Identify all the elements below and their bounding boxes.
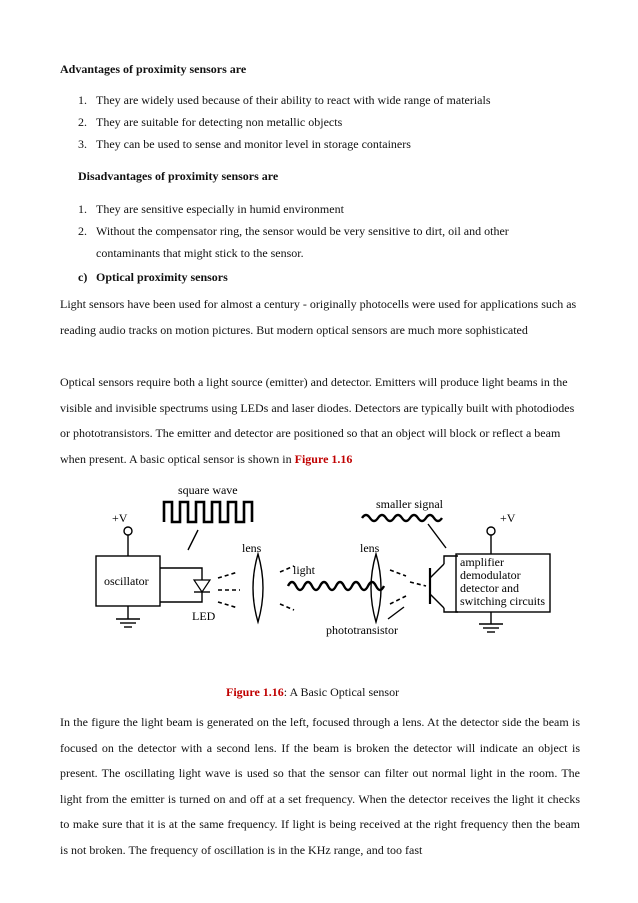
section-marker: c) <box>78 270 88 284</box>
ground-symbol-left <box>116 619 140 627</box>
vplus-left-label: +V <box>112 511 128 525</box>
ground-symbol-right <box>479 624 503 632</box>
light-wave <box>288 582 384 590</box>
vplus-terminal-left <box>124 527 132 535</box>
paragraph-3: In the figure the light beam is generated on the left, focused through a lens. At the detector side the beam is focused on the detector with a second lens. If the beam is broken the detector will indicate an object is present. The oscillating light wave is used so that the sensor can filter out normal light in the room. The light from the emitter is turned on and off at a set frequency. When the detector receives the light it checks to make sure that it is at the same frequency. If light is being received at the right frequency then the beam is not broken. The frequency of oscillation is in the KHz range, and too fast <box>60 715 580 857</box>
advantages-heading: Advantages of proximity sensors are <box>60 62 247 76</box>
section-title: Optical proximity sensors <box>96 270 228 284</box>
oscillator-label: oscillator <box>104 574 149 588</box>
paragraph-1: Light sensors have been used for almost a century - originally photocells were used for applications such as reading audio tracks on motion pictures. But modern optical sensors are much more sophisticated <box>60 297 577 337</box>
figure-reference: Figure 1.16 <box>294 451 353 466</box>
list-number: 1. <box>78 93 87 107</box>
list-item: They are sensitive especially in humid environment <box>96 202 344 216</box>
paragraph-2 <box>60 370 580 472</box>
optical-sensor-diagram <box>88 474 568 644</box>
disadvantages-heading: Disadvantages of proximity sensors are <box>78 169 279 183</box>
lens-left-label: lens <box>242 541 262 555</box>
list-item: They are widely used because of their ability to react with wide range of materials <box>96 93 491 107</box>
list-number: 1. <box>78 202 87 216</box>
amplifier-label-line: demodulator <box>460 568 521 582</box>
amplifier-label-line: detector and <box>460 581 519 595</box>
paragraph-2-text: Optical sensors require both a light source (emitter) and detector. Emitters will produce light beams in the visible and invisible spectrums using LEDs and laser diodes. Detectors are typically built with photodiodes or phototransistors. The emitter and detector are positioned so that an object will block or reflect a beam when present. A basic optical sensor is shown in <box>60 375 575 466</box>
list-number: 3. <box>78 137 87 151</box>
led-symbol <box>194 580 210 592</box>
amplifier-label-line: amplifier <box>460 555 504 569</box>
phototransistor-label: phototransistor <box>326 623 398 637</box>
caption-figure-ref: Figure 1.16 <box>226 685 284 699</box>
list-item: They are suitable for detecting non metallic objects <box>96 115 343 129</box>
amplifier-label-line: switching circuits <box>460 594 545 608</box>
light-label: light <box>293 563 316 577</box>
list-number: 2. <box>78 115 87 129</box>
led-label: LED <box>192 609 216 623</box>
list-item: They can be used to sense and monitor level in storage containers <box>96 137 411 151</box>
list-number: 2. <box>78 224 87 238</box>
caption-text: : A Basic Optical sensor <box>283 685 400 699</box>
square-wave-label: square wave <box>178 483 238 497</box>
square-wave-signal <box>164 502 252 522</box>
lens-left-icon <box>253 554 263 622</box>
smaller-signal-wave <box>362 515 442 521</box>
figure-caption <box>226 685 399 699</box>
vplus-right-label: +V <box>500 511 516 525</box>
list-item: Without the compensator ring, the sensor would be very sensitive to dirt, oil and other <box>96 224 509 238</box>
smaller-signal-label: smaller signal <box>376 497 443 511</box>
lens-right-label: lens <box>360 541 380 555</box>
vplus-terminal-right <box>487 527 495 535</box>
list-item-continuation: contaminants that might stick to the sensor. <box>96 246 304 260</box>
